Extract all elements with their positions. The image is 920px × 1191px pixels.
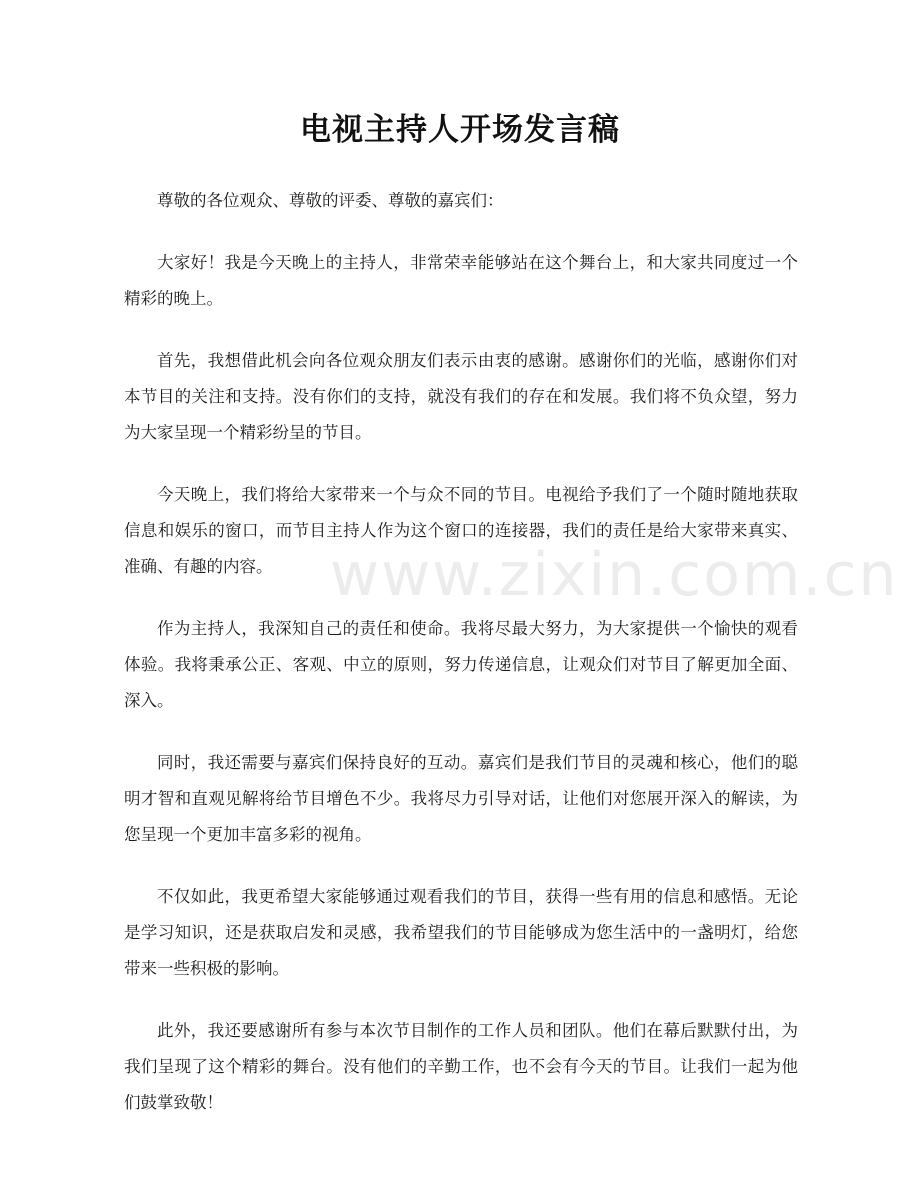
- body-paragraph: 同时，我还需要与嘉宾们保持良好的互动。嘉宾们是我们节目的灵魂和核心，他们的聪明才智和直观见解将给节目增色不少。我将尽力引导对话，让他们对您展开深入的解读，为您呈现一个更加丰富多彩的视角。: [124, 753, 798, 844]
- salutation-paragraph: 尊敬的各位观众、尊敬的评委、尊敬的嘉宾们：: [157, 191, 504, 210]
- body-paragraph: 不仅如此，我更希望大家能够通过观看我们的节目，获得一些有用的信息和感悟。无论是学习知识，还是获取启发和灵感，我希望我们的节目能够成为您生活中的一盏明灯，给您带来一些积极的影响。: [124, 887, 798, 978]
- document-title: 电视主持人开场发言稿: [300, 112, 620, 148]
- document-body: [124, 183, 899, 1147]
- body-paragraph: 首先，我想借此机会向各位观众朋友们表示由衷的感谢。感谢你们的光临，感谢你们对本节目的关注和支持。没有你们的支持，就没有我们的存在和发展。我们将不负众望，努力为大家呈现一个精彩纷呈的节目。: [124, 351, 798, 442]
- watermark: www.zixin.com.cn: [330, 540, 899, 610]
- body-paragraph: 此外，我还要感谢所有参与本次节目制作的工作人员和团队。他们在幕后默默付出，为我们呈现了这个精彩的舞台。没有他们的辛勤工作，也不会有今天的节目。让我们一起为他们鼓掌致敬！: [124, 1021, 798, 1112]
- body-paragraph: 作为主持人，我深知自己的责任和使命。我将尽最大努力，为大家提供一个愉快的观看体验。我将秉承公正、客观、中立的原则，努力传递信息，让观众们对节目了解更加全面、深入。: [124, 619, 798, 710]
- body-paragraph: 大家好！我是今天晚上的主持人，非常荣幸能够站在这个舞台上，和大家共同度过一个精彩的晚上。: [124, 253, 798, 308]
- body-paragraph: 今天晚上，我们将给大家带来一个与众不同的节目。电视给予我们了一个随时随地获取信息和娱乐的窗口，而节目主持人作为这个窗口的连接器，我们的责任是给大家带来真实、准确、有趣的内容。: [124, 485, 798, 576]
